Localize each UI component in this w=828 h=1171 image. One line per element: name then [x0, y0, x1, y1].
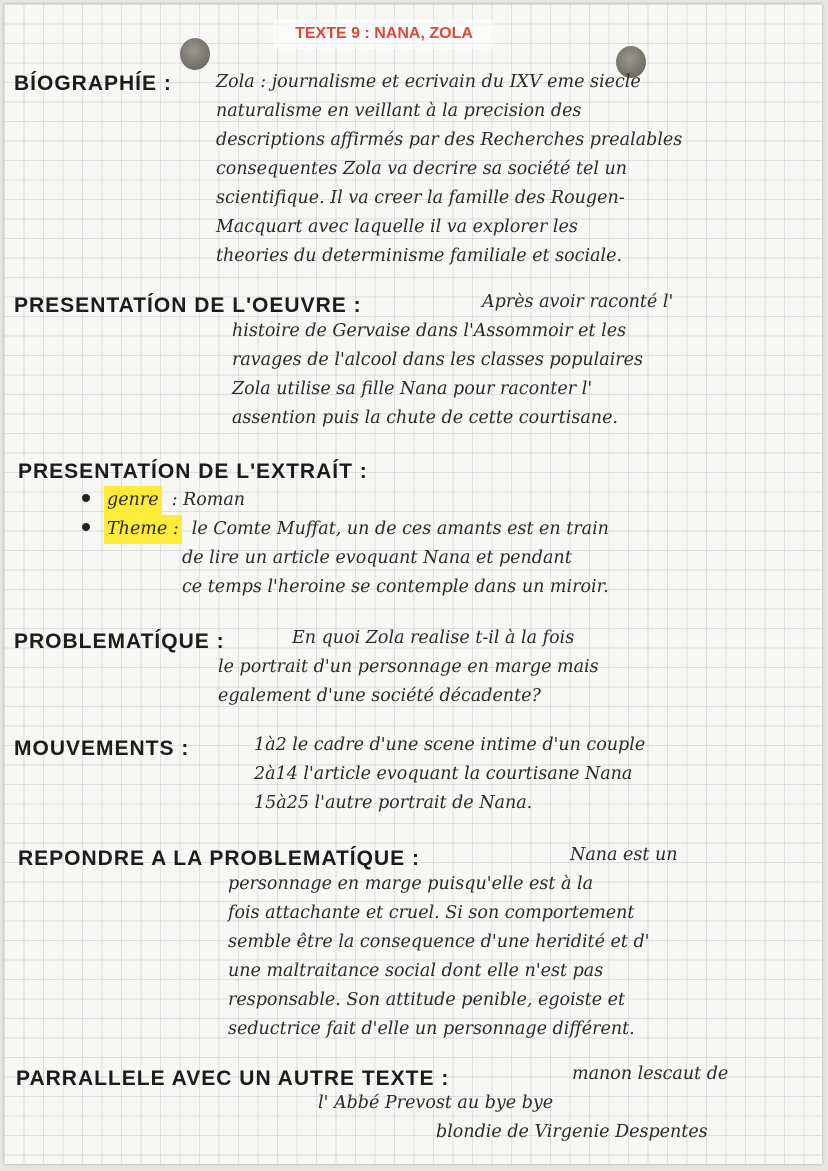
theme-text-line: le Comte Muffat, un de ces amants est en train [191, 519, 609, 539]
bullet-item [82, 486, 609, 515]
parallele-line-3: blondie de Virgenie Despentes [436, 1122, 708, 1142]
text-line: histoire de Gervaise dans l'Assommoir et les [232, 321, 627, 341]
text-line: seductrice fait d'elle un personnage différent. [228, 1019, 635, 1039]
text-line: une maltraitance social dont elle n'est pas [228, 961, 604, 981]
text-line: 2à14 l'article evoquant la courtisane Nana [254, 764, 633, 784]
text-line: ce temps l'heroine se contemple dans un miroir. [182, 577, 609, 597]
text-line: responsable. Son attitude penible, egoiste et [228, 990, 626, 1010]
genre-row [82, 486, 609, 544]
repondre-first-line: Nana est un [570, 845, 678, 865]
text-line: semble être la consequence d'une heridité et d' [228, 932, 650, 952]
genre-label: genre [104, 486, 162, 515]
parallele-heading: PARRALLELE AVEC UN AUTRE TEXTE : [16, 1067, 450, 1090]
repondre-text [228, 870, 649, 1044]
text-line: theories du determinisme familiale et sociale. [216, 246, 623, 266]
text-line: scientifique. Il va creer la famille des Rougen- [216, 188, 625, 208]
theme-text [182, 544, 609, 602]
problematique-text [218, 653, 599, 711]
text-line: ravages de l'alcool dans les classes populaires [232, 350, 643, 370]
bullet-icon [82, 494, 90, 502]
text-line: egalement d'une société décadente? [218, 686, 541, 706]
text-line: de lire un article evoquant Nana et pendant [182, 548, 572, 568]
parallele-first-line: manon lescaut de [572, 1064, 729, 1084]
notebook-page [4, 4, 822, 1164]
text-line: Macquart avec laquelle il va explorer les [216, 217, 578, 237]
extrait-heading: PRESENTATÍON DE L'EXTRAÍT : [18, 460, 368, 483]
text-line: le portrait d'un personnage en marge mais [218, 657, 599, 677]
biographie-text [216, 68, 682, 271]
genre-value: : Roman [171, 490, 246, 510]
parallele-line-2: l' Abbé Prevost au bye bye [318, 1093, 554, 1113]
oeuvre-first-line: Après avoir raconté l' [482, 292, 674, 312]
bullet-icon [82, 523, 90, 531]
oeuvre-text [232, 317, 643, 433]
problematique-heading: PROBLEMATÍQUE : [14, 630, 225, 653]
repondre-heading: REPONDRE A LA PROBLEMATÍQUE : [18, 847, 420, 870]
text-line: 1à2 le cadre d'une scene intime d'un couple [254, 735, 646, 755]
problematique-first-line: En quoi Zola realise t-il à la fois [292, 628, 575, 648]
biographie-heading: BÍOGRAPHÍE : [14, 72, 172, 95]
text-line: personnage en marge puisqu'elle est à la [228, 874, 594, 894]
text-line: 15à25 l'autre portrait de Nana. [254, 793, 533, 813]
text-line: fois attachante et cruel. Si son comportement [228, 903, 635, 923]
mouvements-heading: MOUVEMENTS : [14, 737, 190, 760]
theme-label: Theme : [104, 515, 182, 544]
text-line: naturalisme en veillant à la precision des [216, 101, 582, 121]
text-line: descriptions affirmés par des Recherches prealables [216, 130, 683, 150]
text-line: Zola utilise sa fille Nana pour raconter l' [232, 379, 593, 399]
text-line: consequentes Zola va decrire sa société tel un [216, 159, 628, 179]
oeuvre-heading: PRESENTATÍON DE L'OEUVRE : [14, 294, 362, 317]
mouvements-text [254, 731, 645, 818]
text-line: assention puis la chute de cette courtisane. [232, 408, 618, 428]
page-title: TEXTE 9 : NANA, ZOLA [274, 19, 494, 49]
bullet-item [82, 515, 609, 544]
punch-hole-left [180, 38, 210, 70]
text-line: Zola : journalisme et ecrivain du IXV eme siecle [216, 72, 641, 92]
